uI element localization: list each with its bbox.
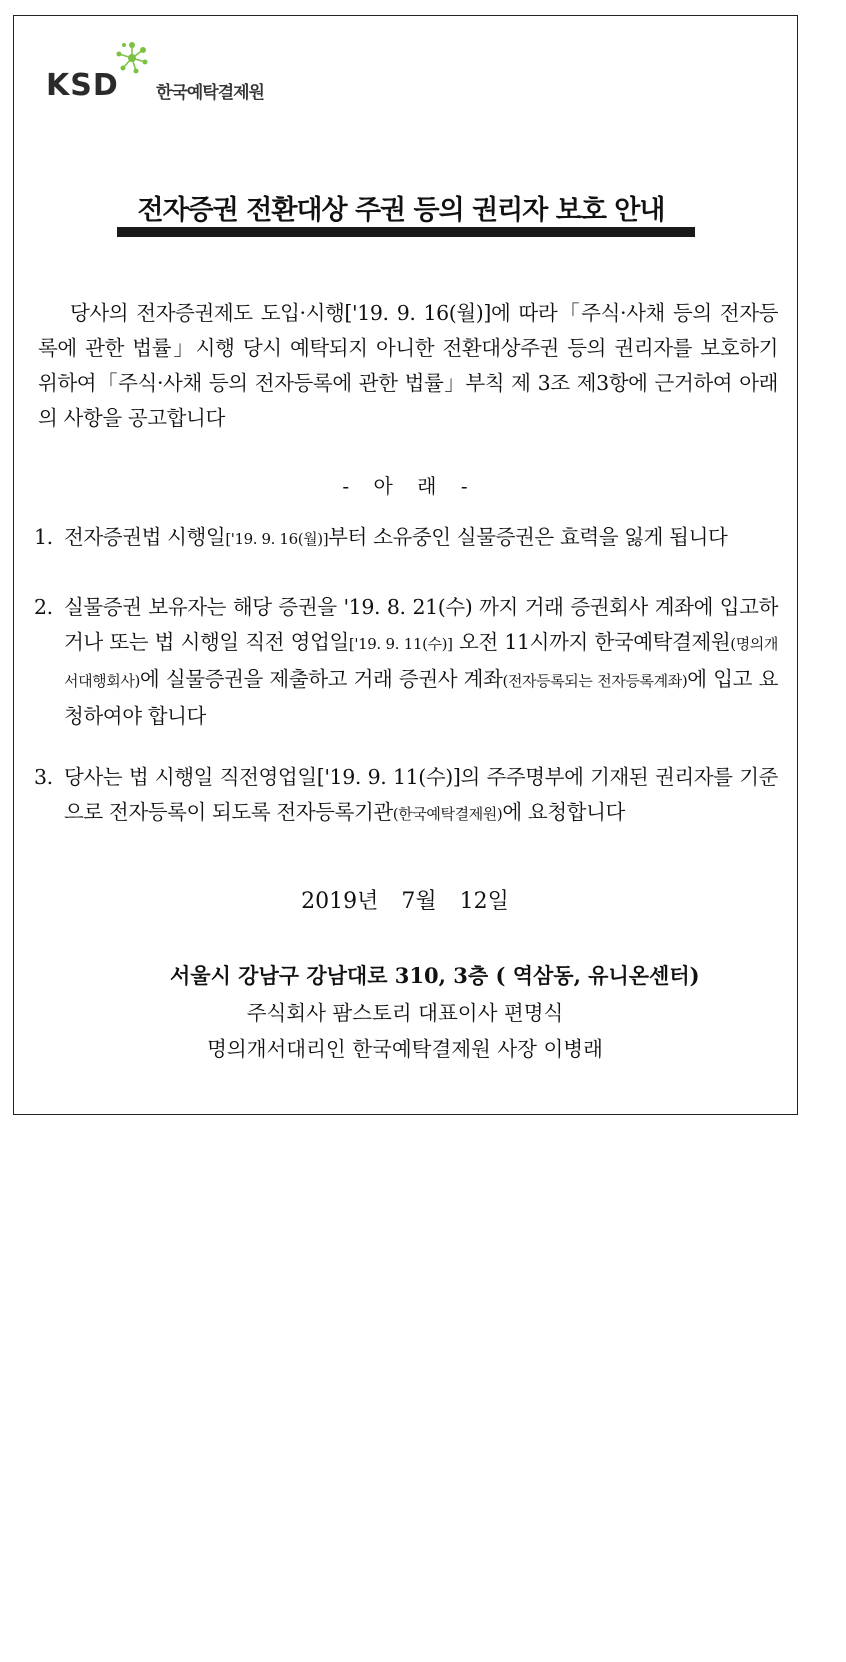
company-address: 서울시 강남구 강남대로 310, 3층 ( 역삼동, 유니온센터) [170, 963, 700, 988]
ksd-logo [26, 38, 266, 118]
list-item [34, 760, 778, 832]
transfer-agent: 명의개서대리인 한국예탁결제원 사장 이병래 [207, 1037, 603, 1061]
section-separator: - 아 래 - [342, 474, 468, 498]
logo-korean-text: 한국예탁결제원 [156, 83, 264, 103]
list-item [34, 590, 778, 734]
intro-paragraph: 당사의 전자증권제도 도입·시행['19. 9. 16(월)]에 따라「주식·사채 등의 전자등록에 관한 법률」시행 당시 예탁되지 아니한 전환대상주권 등의 권리자를 보호하기 위하여「주식·사채 등의 전자등록에 관한 법률」부칙 제 3조 제3항에 근거하여 아래의 사항을 공고합니다 [38, 301, 778, 430]
list-item-number: 1. [34, 525, 53, 549]
notice-title: 전자증권 전환대상 주권 등의 권리자 보호 안내 [137, 195, 665, 226]
notice-date: 2019년 7월 12일 [301, 889, 509, 914]
notice-frame [13, 15, 798, 1115]
logo-ksd-text: KSD [46, 68, 119, 103]
list-item-text: 당사는 법 시행일 직전영업일['19. 9. 11(수)]의 주주명부에 기재된 권리자를 기준으로 전자등록이 되도록 전자등록기관(한국예탁결제원)에 요청합니다 [64, 765, 778, 824]
company-representative: 주식회사 팜스토리 대표이사 편명식 [246, 1001, 564, 1025]
list-item [34, 520, 778, 557]
list-item-number: 3. [34, 765, 53, 789]
list-item-number: 2. [34, 595, 53, 619]
list-item-text: 전자증권법 시행일['19. 9. 16(월)]부터 소유중인 실물증권은 효력을 잃게 됩니다 [64, 525, 728, 549]
title-underline [117, 227, 695, 237]
list-item-text: 실물증권 보유자는 해당 증권을 '19. 8. 21(수) 까지 거래 증권회사 계좌에 입고하거나 또는 법 시행일 직전 영업일['19. 9. 11(수)] 오전 11시까지 한국예탁결제원(명의개서대행회사)에 실물증권을 제출하고 거래 증권사 계좌(전자등록되는 전자등록계좌)에 입고 요청하여야 합니다 [64, 595, 779, 728]
